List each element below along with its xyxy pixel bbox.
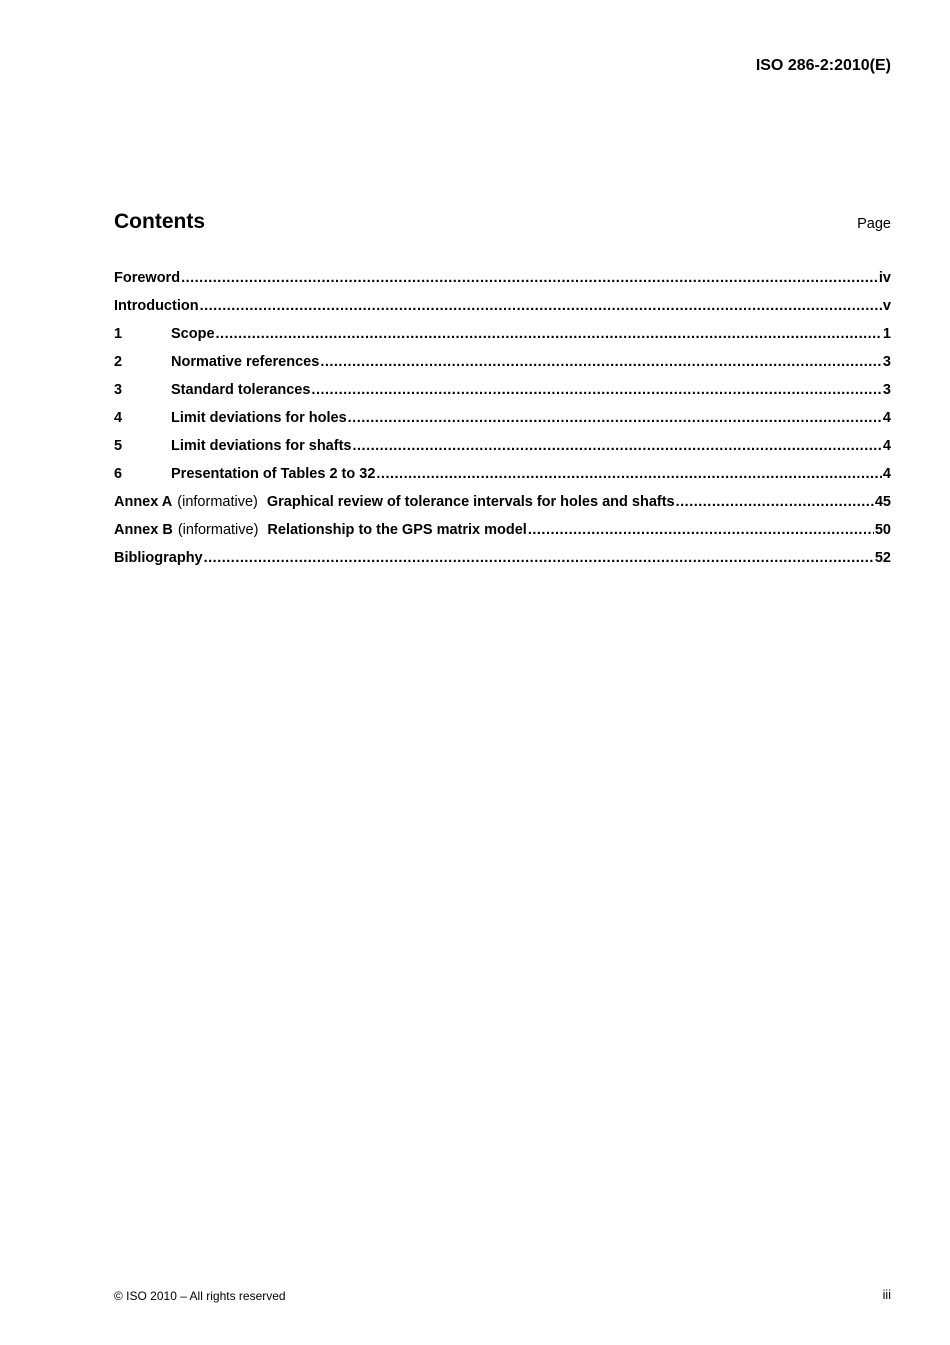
toc-dot-leader (311, 381, 882, 399)
toc-entry-limit-deviations-shafts[interactable] (114, 437, 891, 465)
toc-dot-leader (348, 409, 882, 427)
toc-entry-page: 50 (874, 522, 891, 538)
toc-annex-label: Annex A (114, 494, 173, 510)
toc-entry-number: 2 (114, 354, 123, 370)
toc-dot-leader (320, 353, 882, 371)
toc-entry-page: v (882, 298, 891, 314)
toc-entry-title: Limit deviations for holes (171, 410, 347, 426)
toc-entry-page: 4 (882, 410, 891, 426)
toc-entry-number: 5 (114, 438, 123, 454)
toc-entry-title: Graphical review of tolerance intervals for holes and shafts (266, 494, 675, 510)
toc-entry-page: 4 (882, 438, 891, 454)
toc-entry-scope[interactable] (114, 325, 891, 353)
toc-entry-annex-b[interactable] (114, 521, 891, 549)
toc-annex-note: (informative) (177, 494, 258, 510)
toc-entry-title: Presentation of Tables 2 to 32 (171, 466, 376, 482)
toc-dot-leader (376, 465, 882, 483)
toc-entry-standard-tolerances[interactable] (114, 381, 891, 409)
toc-dot-leader (528, 521, 874, 539)
toc-entry-page: 52 (874, 550, 891, 566)
toc-entry-number: 4 (114, 410, 123, 426)
page-column-label: Page (857, 216, 891, 232)
toc-entry-page: 45 (874, 494, 891, 510)
toc-dot-leader (204, 549, 874, 567)
toc-entry-page: 4 (882, 466, 891, 482)
footer-page-number: iii (882, 1288, 891, 1302)
toc-entry-title: Foreword (114, 270, 181, 286)
footer-copyright: © ISO 2010 – All rights reserved (114, 1289, 286, 1303)
toc-entry-title: Relationship to the GPS matrix model (267, 522, 527, 538)
document-id: ISO 286-2:2010(E) (755, 57, 891, 74)
table-of-contents (114, 269, 891, 577)
toc-entry-title: Limit deviations for shafts (171, 438, 352, 454)
toc-entry-title: Scope (171, 326, 215, 342)
toc-entry-number: 6 (114, 466, 123, 482)
toc-entry-foreword[interactable] (114, 269, 891, 297)
toc-entry-normative-references[interactable] (114, 353, 891, 381)
toc-annex-note: (informative) (177, 522, 259, 538)
toc-entry-number: 3 (114, 382, 123, 398)
toc-entry-introduction[interactable] (114, 297, 891, 325)
toc-entry-title: Standard tolerances (171, 382, 311, 398)
toc-dot-leader (200, 297, 882, 315)
toc-entry-page: iv (878, 270, 891, 286)
toc-entry-page: 3 (882, 382, 891, 398)
toc-entry-title: Bibliography (114, 550, 203, 566)
toc-entry-page: 1 (882, 326, 891, 342)
toc-entry-title: Normative references (171, 354, 320, 370)
toc-entry-limit-deviations-holes[interactable] (114, 409, 891, 437)
contents-heading: Contents (114, 210, 205, 233)
toc-entry-page: 3 (882, 354, 891, 370)
toc-annex-label: Annex B (114, 522, 173, 538)
toc-entry-bibliography[interactable] (114, 549, 891, 577)
toc-entry-title: Introduction (114, 298, 199, 314)
toc-entry-number: 1 (114, 326, 123, 342)
toc-entry-presentation-of-tables[interactable] (114, 465, 891, 493)
toc-dot-leader (676, 493, 874, 511)
toc-entry-annex-a[interactable] (114, 493, 891, 521)
toc-dot-leader (181, 269, 878, 287)
toc-dot-leader (352, 437, 881, 455)
toc-dot-leader (216, 325, 882, 343)
